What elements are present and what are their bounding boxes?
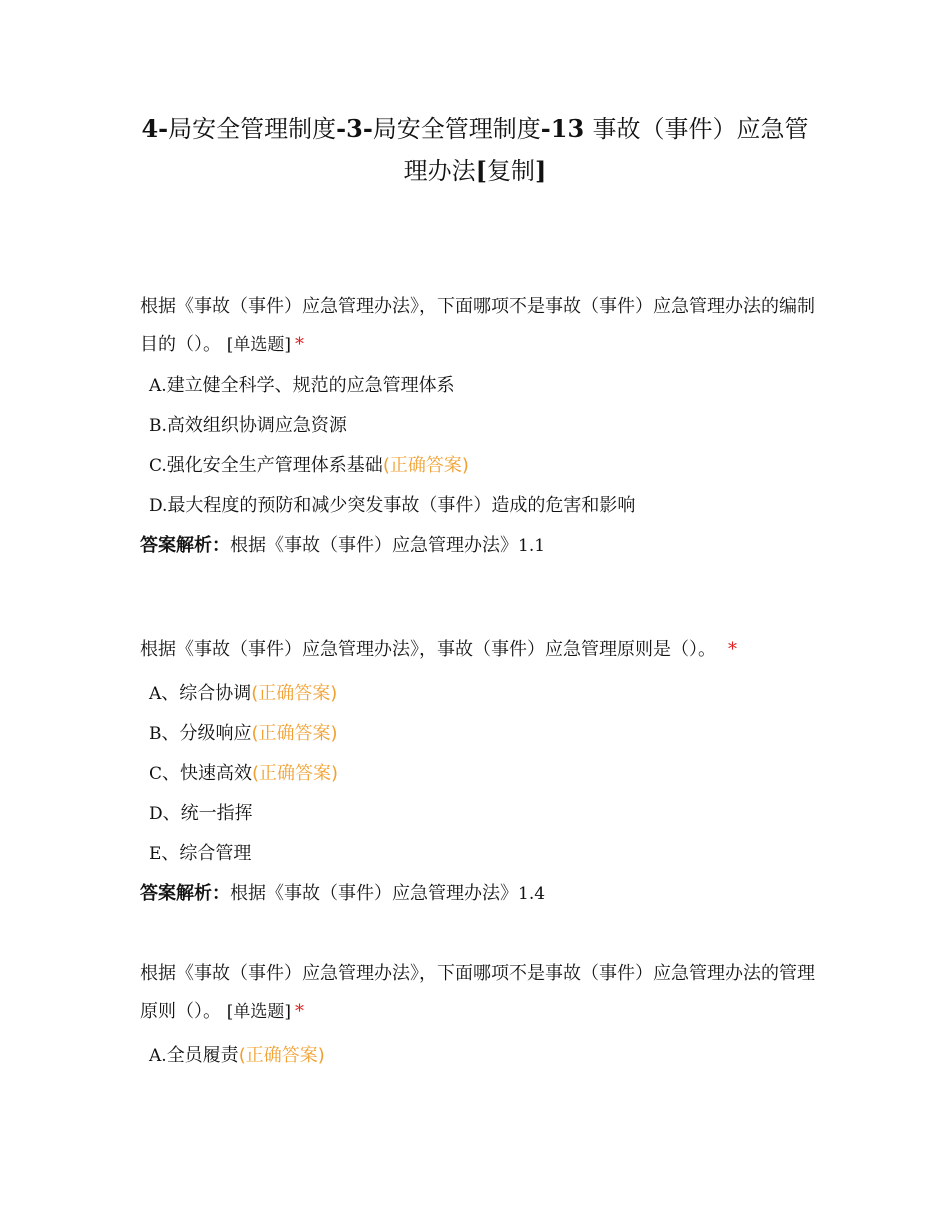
option-text: 、快速高效 bbox=[162, 763, 253, 784]
option-text: 高效组织协调应急资源 bbox=[166, 415, 347, 436]
question-prompt: 根据《事故（事件）应急管理办法》，下面哪项不是事故（事件）应急管理办法的管理原则（）。 bbox=[140, 963, 815, 1022]
option-list bbox=[140, 366, 820, 526]
question-1 bbox=[140, 288, 820, 566]
option-letter: D bbox=[149, 804, 163, 824]
answer-analysis bbox=[140, 526, 820, 566]
option-a[interactable] bbox=[140, 366, 820, 406]
analysis-text: 根据《事故（事件）应急管理办法》 bbox=[230, 535, 518, 556]
option-letter: B. bbox=[149, 416, 167, 436]
option-e[interactable] bbox=[140, 834, 820, 874]
option-letter: A bbox=[149, 684, 162, 704]
analysis-text: 根据《事故（事件）应急管理办法》 bbox=[230, 883, 518, 904]
option-c[interactable] bbox=[140, 754, 820, 794]
title-part: -13 bbox=[540, 114, 593, 143]
option-text: 强化安全生产管理体系基础 bbox=[166, 455, 383, 476]
option-text: 、综合管理 bbox=[161, 843, 252, 864]
required-mark: * bbox=[728, 639, 737, 660]
analysis-label: 答案解析： bbox=[140, 535, 230, 556]
option-text: 、分级响应 bbox=[161, 723, 252, 744]
option-letter: D. bbox=[149, 496, 168, 516]
option-letter: C. bbox=[149, 456, 167, 476]
option-a[interactable] bbox=[140, 674, 820, 714]
question-text bbox=[140, 288, 820, 364]
option-text: 全员履责 bbox=[166, 1045, 239, 1066]
correct-answer-tag: (正确答案) bbox=[252, 763, 339, 784]
question-type-label: [单选题] bbox=[226, 335, 291, 355]
option-d[interactable] bbox=[140, 794, 820, 834]
correct-answer-tag: (正确答案) bbox=[382, 455, 469, 476]
option-letter: C bbox=[149, 764, 163, 784]
analysis-ref: 1.4 bbox=[518, 884, 546, 904]
question-text bbox=[140, 955, 820, 1031]
option-letter: A. bbox=[149, 376, 167, 396]
question-text bbox=[140, 631, 820, 669]
option-text: 、综合协调 bbox=[161, 683, 252, 704]
option-b[interactable] bbox=[140, 406, 820, 446]
title-part: 局安全管理制度 bbox=[168, 115, 337, 143]
option-list bbox=[140, 1036, 820, 1076]
question-3 bbox=[140, 955, 820, 1076]
question-2 bbox=[140, 631, 820, 914]
analysis-ref: 1.1 bbox=[518, 536, 546, 556]
title-part: -3- bbox=[336, 114, 373, 143]
option-letter: A. bbox=[149, 1046, 167, 1066]
option-text: 最大程度的预防和减少突发事故（事件）造成的危害和影响 bbox=[167, 495, 636, 516]
question-prompt: 根据《事故（事件）应急管理办法》，下面哪项不是事故（事件）应急管理办法的编制目的（）。 bbox=[140, 296, 815, 355]
question-type-label: [单选题] bbox=[226, 1002, 291, 1022]
required-mark: * bbox=[295, 1001, 304, 1022]
correct-answer-tag: (正确答案) bbox=[251, 683, 338, 704]
title-part: [ bbox=[475, 156, 487, 185]
option-text: 、统一指挥 bbox=[162, 803, 253, 824]
option-b[interactable] bbox=[140, 714, 820, 754]
option-d[interactable] bbox=[140, 486, 820, 526]
document-title bbox=[140, 108, 810, 192]
analysis-label: 答案解析： bbox=[140, 883, 230, 904]
correct-answer-tag: (正确答案) bbox=[238, 1045, 325, 1066]
question-prompt: 根据《事故（事件）应急管理办法》，事故（事件）应急管理原则是（）。 bbox=[140, 639, 716, 660]
option-text: 建立健全科学、规范的应急管理体系 bbox=[166, 375, 455, 396]
title-part: 复制 bbox=[487, 157, 535, 185]
correct-answer-tag: (正确答案) bbox=[251, 723, 338, 744]
option-a[interactable] bbox=[140, 1036, 820, 1076]
title-part: 局安全管理制度 bbox=[372, 115, 541, 143]
title-part: 4- bbox=[141, 114, 169, 143]
title-part: 事故（事件）应急管理办法 bbox=[403, 115, 809, 185]
answer-analysis bbox=[140, 874, 820, 914]
option-letter: B bbox=[149, 724, 162, 744]
required-mark: * bbox=[295, 334, 304, 355]
option-c[interactable] bbox=[140, 446, 820, 486]
title-part: ] bbox=[535, 156, 547, 185]
option-letter: E bbox=[149, 844, 162, 864]
option-list bbox=[140, 674, 820, 874]
